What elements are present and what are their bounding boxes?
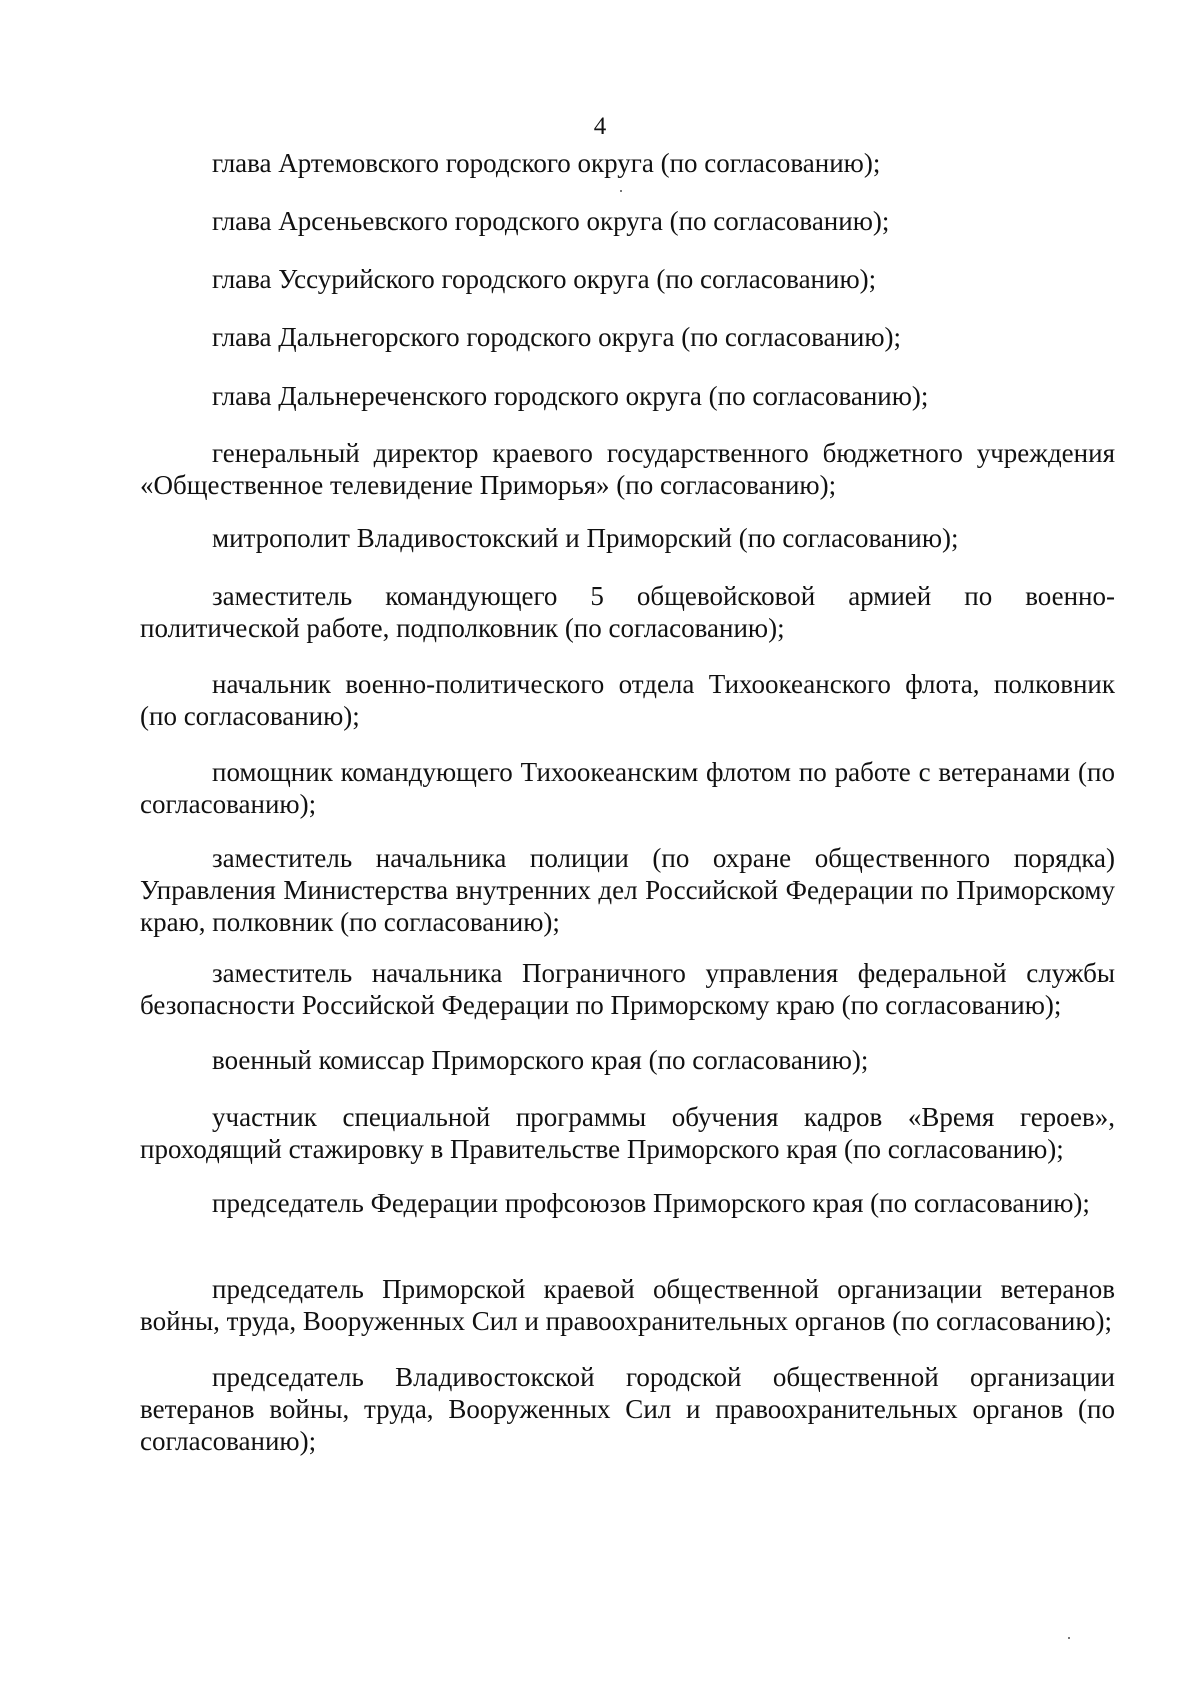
scan-speck — [620, 190, 622, 192]
page-number: 4 — [593, 113, 607, 140]
paragraph-otp-director: генеральный директор краевого государственного бюджетного учреждения «Общественное телевидение Приморья» (по согласованию); — [140, 438, 1115, 500]
paragraph-trade-unions-chair: председатель Федерации профсоюзов Приморского края (по согласованию); — [212, 1188, 1090, 1218]
paragraph-artem-head: глава Артемовского городского округа (по согласованию); — [212, 148, 881, 178]
paragraph-fleet-veterans-assistant: помощник командующего Тихоокеанским флотом по работе с ветеранами (по согласованию); — [140, 757, 1115, 819]
paragraph-metropolitan: митрополит Владивостокский и Приморский (по согласованию); — [212, 523, 959, 553]
paragraph-dalnerechensk-head: глава Дальнереченского городского округа (по согласованию); — [212, 381, 929, 411]
scan-speck — [1068, 1637, 1070, 1639]
paragraph-ussuriysk-head: глава Уссурийского городского округа (по согласованию); — [212, 264, 877, 294]
paragraph-army-deputy-commander: заместитель командующего 5 общевойсковой армией по военно-политической работе, подполковник (по согласованию); — [140, 581, 1115, 643]
paragraph-dalnegorsk-head: глава Дальнегорского городского округа (по согласованию); — [212, 322, 902, 352]
paragraph-city-veterans-org-chair: председатель Владивостокской городской общественной организации ветеранов войны, труда, Вооруженных Сил и правоохранительных органов (по согласованию); — [140, 1362, 1115, 1456]
paragraph-border-service-deputy: заместитель начальника Пограничного управления федеральной службы безопасности Российской Федерации по Приморскому краю (по согласованию); — [140, 958, 1115, 1020]
paragraph-military-commissar: военный комиссар Приморского края (по согласованию); — [212, 1045, 869, 1075]
paragraph-pacific-fleet-political-head: начальник военно-политического отдела Тихоокеанского флота, полковник (по согласованию); — [140, 669, 1115, 731]
paragraph-police-deputy-chief: заместитель начальника полиции (по охране общественного порядка) Управления Министерства внутренних дел Российской Федерации по Приморскому краю, полковник (по согласованию); — [140, 843, 1115, 937]
paragraph-time-of-heroes-participant: участник специальной программы обучения кадров «Время героев», проходящий стажировку в Правительстве Приморского края (по согласованию); — [140, 1102, 1115, 1164]
paragraph-krai-veterans-org-chair: председатель Приморской краевой общественной организации ветеранов войны, труда, Вооруженных Сил и правоохранительных органов (по согласованию); — [140, 1274, 1115, 1336]
paragraph-arsenyev-head: глава Арсеньевского городского округа (по согласованию); — [212, 206, 890, 236]
